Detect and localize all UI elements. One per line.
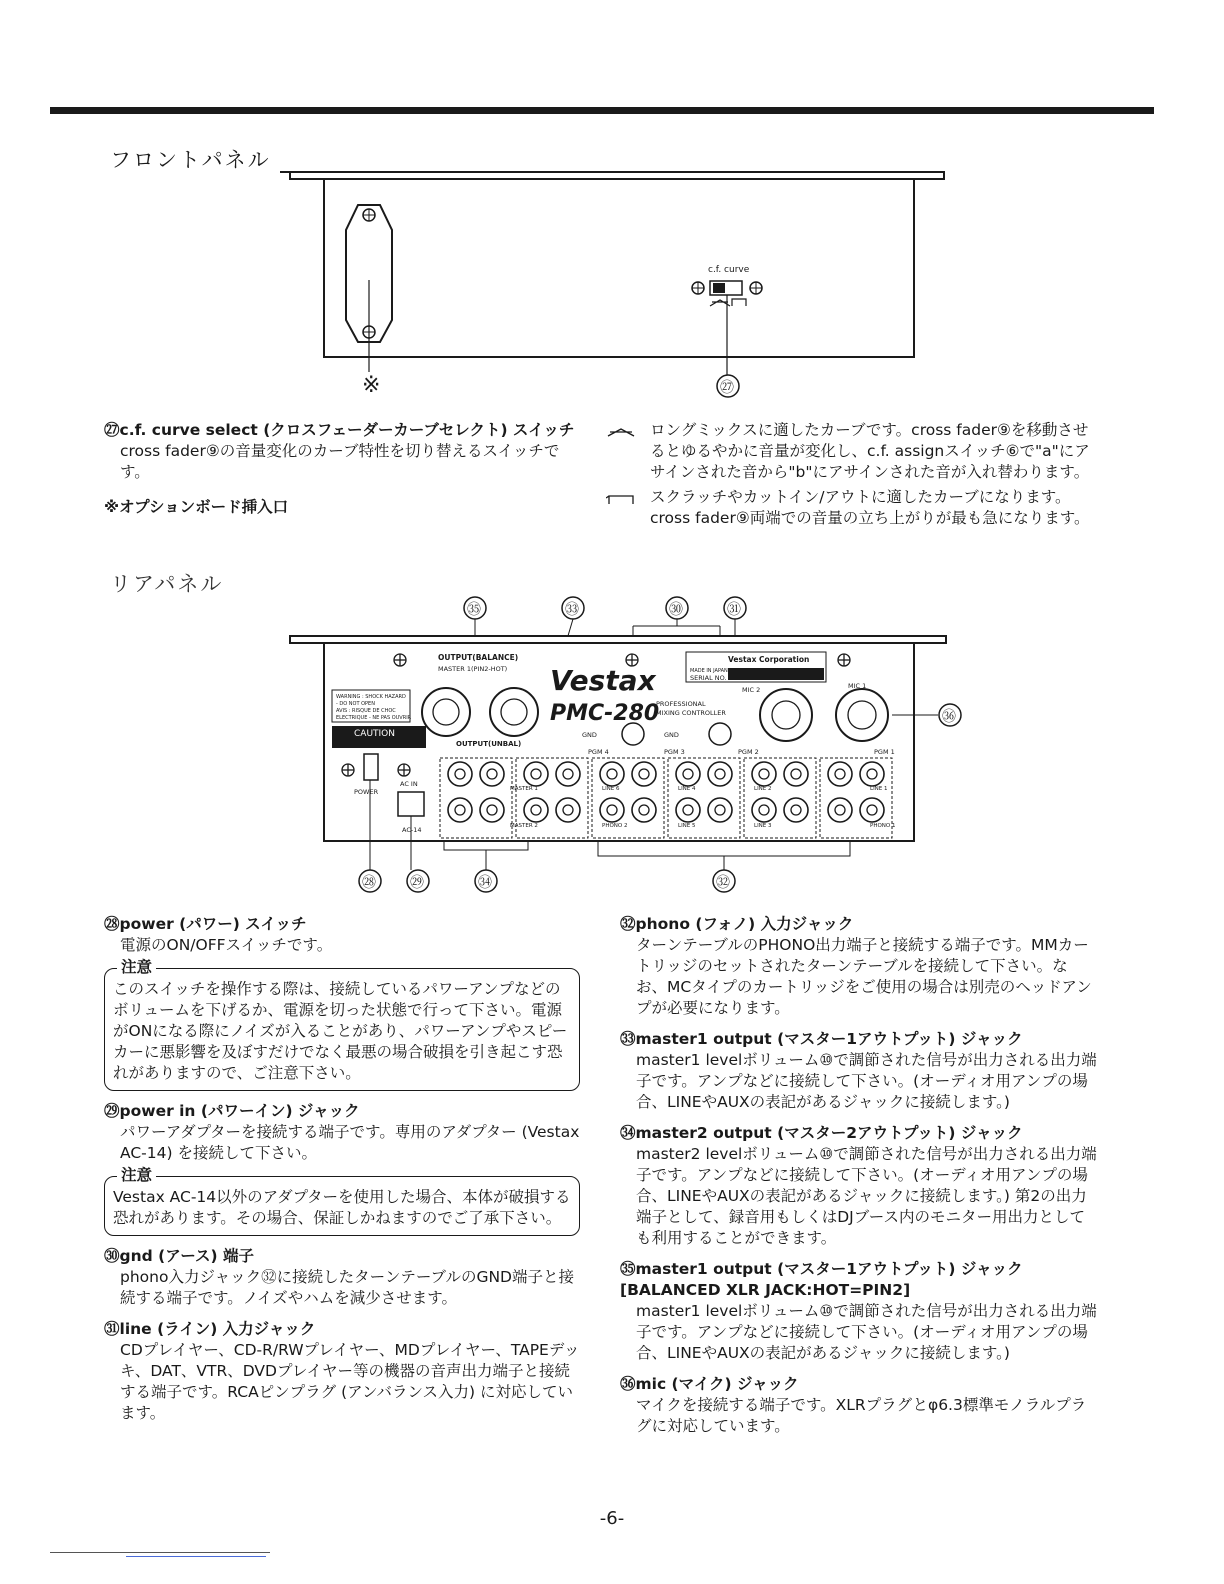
svg-text:LINE 5: LINE 5: [678, 823, 696, 829]
svg-text:LINE 4: LINE 4: [678, 786, 696, 792]
power-switch: [364, 754, 378, 780]
item-31-heading: ㉛line (ライン) 入力ジャック: [104, 1320, 316, 1338]
svg-text:PHONO 1: PHONO 1: [870, 823, 896, 829]
svg-text:AVIS : RISQUE DE CHOC: AVIS : RISQUE DE CHOC: [336, 708, 396, 714]
corporation-label: Vestax Corporation: [728, 655, 810, 664]
front-panel-title: フロントパネル: [110, 148, 271, 172]
callout-35: ㉟: [467, 602, 481, 618]
svg-text:LINE 1: LINE 1: [870, 786, 888, 792]
callout-34: ㉞: [478, 875, 492, 891]
item-34-body: master2 levelボリューム⑩で調節された信号が出力される出力端子です。アンプなどに接続して下さい。(オーディオ用アンプの場合、LINEやAUXの表記があるジャックに接続します。) 第2の出力端子として、録音用もしくはDJブース内のモニター用出力としても利用することができます。: [636, 1145, 1097, 1247]
item-35-heading: ㉟master1 output (マスター1アウトプット) ジャック [BALANCED XLR JACK:HOT=PIN2]: [620, 1260, 1023, 1299]
callout-30: ㉚: [669, 602, 683, 618]
callout-31: ㉛: [727, 602, 741, 618]
item-28-heading: ㉘power (パワー) スイッチ: [104, 915, 307, 933]
item-36-body: マイクを接続する端子です。XLRプラグとφ6.3標準モノラルプラグに対応しています。: [636, 1396, 1087, 1435]
note-text-adapter: Vestax AC-14以外のアダプターを使用した場合、本体が破損する恐れがあります。その場合、保証しかねますのでご了承下さい。: [113, 1188, 571, 1227]
svg-text:- DO NOT OPEN: - DO NOT OPEN: [336, 701, 375, 707]
ac-in-jack: [398, 792, 424, 816]
rear-text-right: [620, 914, 1098, 1447]
note-label: 注意: [117, 957, 156, 978]
front-text-left: [104, 420, 584, 518]
footer-rule: [50, 1552, 270, 1553]
curve-a-description: ロングミックスに適したカーブです。cross fader⑨を移動させるとゆるやかに音量が変化し、c.f. assignスイッチ⑥で"a"にアサインされた音から"b"にアサインされた音が入れ替わります。: [650, 421, 1090, 481]
master-pin-label: MASTER 1(PIN2-HOT): [438, 665, 508, 673]
svg-text:LINE 6: LINE 6: [602, 786, 620, 792]
item-32-body: ターンテーブルのPHONO出力端子と接続する端子です。MMカートリッジのセットされたターンテーブルを接続して下さい。なお、MCタイプのカートリッジをご使用の場合は別売のヘッドアンプが必要になります。: [636, 936, 1092, 1017]
item-32-heading: ㉜phono (フォノ) 入力ジャック: [620, 915, 854, 933]
svg-text:MASTER 2: MASTER 2: [510, 823, 538, 829]
svg-text:POWER: POWER: [354, 788, 379, 796]
item-35-body: master1 levelボリューム⑩で調節された信号が出力される出力端子です。アンプなどに接続して下さい。(オーディオ用アンプの場合、LINEやAUXの表記があるジャックに接続します。): [636, 1302, 1097, 1362]
svg-text:MASTER 1: MASTER 1: [510, 786, 538, 792]
callout-33: ㉝: [565, 602, 579, 618]
rear-text-left: [104, 914, 580, 1434]
svg-text:AC IN: AC IN: [400, 780, 418, 788]
svg-text:GND: GND: [664, 731, 679, 739]
note-text-power: このスイッチを操作する際は、接続しているパワーアンプなどのボリュームを下げるか、電源を切った状態で行って下さい。電源がONになる際にノイズが入ることがあり、パワーアンプやスピーカーに悪影響を及ぼすだけでなく最悪の場合破損を引き起こす恐れがありますので、ご注意下さい。: [113, 980, 568, 1082]
header-rule: [50, 107, 1154, 114]
curve-a-icon: [606, 425, 636, 439]
svg-text:MADE IN JAPAN: MADE IN JAPAN: [690, 668, 728, 674]
item-29-heading: ㉙power in (パワーイン) ジャック: [104, 1102, 360, 1120]
svg-text:LINE 2: LINE 2: [754, 786, 772, 792]
svg-text:PGM 3: PGM 3: [664, 748, 685, 756]
curve-b-icon: [606, 492, 636, 506]
callout-28: ㉘: [362, 875, 376, 891]
callout-36: ㊱: [942, 709, 956, 725]
svg-text:PGM 4: PGM 4: [588, 748, 609, 756]
item-36-heading: ㊱mic (マイク) ジャック: [620, 1375, 799, 1393]
brand-logo: Vestax: [550, 664, 656, 697]
item-30-body: phono入力ジャック㉜に接続したターンテーブルのGND端子と接続する端子です。ノイズやハムを減少させます。: [120, 1268, 574, 1307]
item-29-body: パワーアダプターを接続する端子です。専用のアダプター (Vestax AC-14) を接続して下さい。: [120, 1123, 580, 1162]
front-panel-diagram: [280, 160, 960, 400]
caution-note-adapter: [104, 1166, 580, 1236]
footer-rule-accent: [126, 1556, 266, 1557]
svg-text:WARNING : SHOCK HAZARD: WARNING : SHOCK HAZARD: [336, 694, 406, 700]
rear-panel-diagram: [288, 594, 988, 904]
svg-text:PGM 2: PGM 2: [738, 748, 759, 756]
option-mark: ※: [362, 373, 381, 398]
callout-27: ㉗: [720, 380, 734, 396]
cf-curve-label: c.f. curve: [708, 265, 750, 275]
item-34-heading: ㉞master2 output (マスター2アウトプット) ジャック: [620, 1124, 1023, 1142]
svg-text:SERIAL NO.: SERIAL NO.: [690, 674, 727, 682]
svg-text:MIC 1: MIC 1: [848, 682, 867, 690]
svg-text:PHONO 2: PHONO 2: [602, 823, 628, 829]
curve-b-description: スクラッチやカットイン/アウトに適したカーブになります。cross fader⑨両端での音量の立ち上がりが最も急になります。: [650, 488, 1090, 527]
svg-text:GND: GND: [582, 731, 597, 739]
caution-note-power: [104, 958, 580, 1091]
rear-panel-title: リアパネル: [110, 572, 224, 596]
svg-text:PROFESSIONAL: PROFESSIONAL: [656, 700, 706, 708]
callout-29: ㉙: [410, 875, 424, 891]
svg-text:AC-14: AC-14: [402, 826, 422, 834]
model-name: PMC-280: [550, 701, 660, 726]
item-33-heading: ㉝master1 output (マスター1アウトプット) ジャック: [620, 1030, 1023, 1048]
page-number: -6-: [599, 1508, 625, 1529]
svg-text:MIXING CONTROLLER: MIXING CONTROLLER: [656, 709, 726, 717]
output-unbal-label: OUTPUT(UNBAL): [456, 740, 522, 748]
item-27-body: cross fader⑨の音量変化のカーブ特性を切り替えるスイッチです。: [120, 442, 560, 481]
svg-text:CAUTION: CAUTION: [354, 729, 395, 739]
option-board-text: ※オプションボード挿入口: [104, 498, 289, 516]
svg-text:MIC 2: MIC 2: [742, 686, 761, 694]
svg-text:PGM 1: PGM 1: [874, 748, 895, 756]
item-33-body: master1 levelボリューム⑩で調節された信号が出力される出力端子です。アンプなどに接続して下さい。(オーディオ用アンプの場合、LINEやAUXの表記があるジャックに接続します。): [636, 1051, 1097, 1111]
output-balance-label: OUTPUT(BALANCE): [438, 653, 519, 662]
note-label: 注意: [117, 1165, 156, 1186]
front-text-right: [606, 420, 1094, 533]
item-28-body: 電源のON/OFFスイッチです。: [120, 936, 333, 954]
item-27-heading: ㉗c.f. curve select (クロスフェーダーカーブセレクト) スイッチ: [104, 421, 575, 439]
callout-32: ㉜: [716, 875, 730, 891]
item-31-body: CDプレイヤー、CD-R/RWプレイヤー、MDプレイヤー、TAPEデッキ、DAT、VTR、DVDプレイヤー等の機器の音声出力端子と接続する端子です。RCAピンプラグ (アンバランス入力) に対応しています。: [120, 1341, 580, 1422]
svg-text:LINE 3: LINE 3: [754, 823, 772, 829]
svg-text:ELECTRIQUE - NE PAS OUVRIR: ELECTRIQUE - NE PAS OUVRIR: [336, 715, 412, 721]
item-30-heading: ㉚gnd (アース) 端子: [104, 1247, 254, 1265]
